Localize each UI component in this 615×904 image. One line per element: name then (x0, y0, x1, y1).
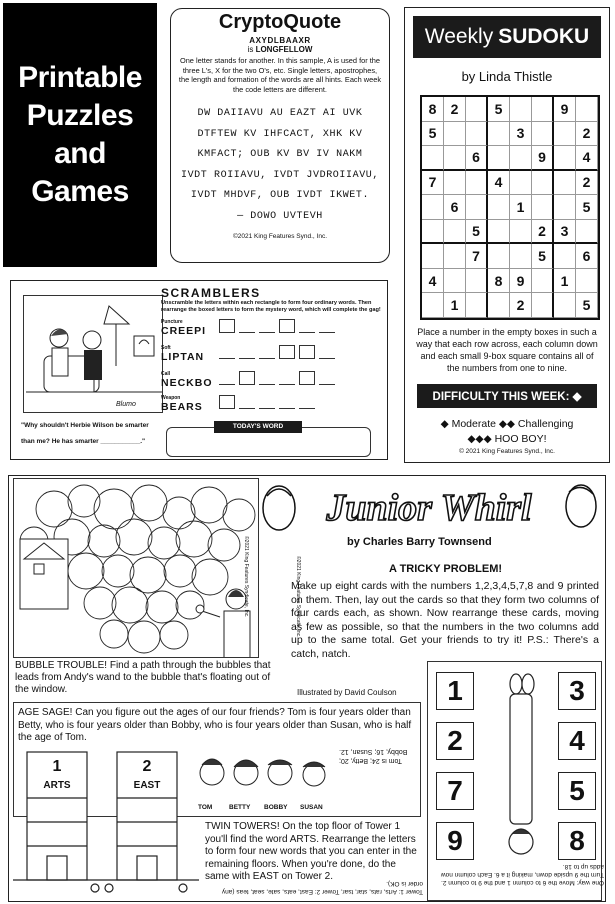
scramble-word: Weapon BEARS (161, 395, 203, 413)
side-credit: ©2021 King Features Syndicate, Inc. (243, 536, 249, 618)
scramble-word: Soft LIPTAN (161, 345, 205, 363)
sudoku-cell[interactable] (444, 269, 466, 294)
twin-towers-answer: Tower 1: Arts, rats, star, tsar, Tower 2: East, eats, sate, seat, teas (any order is OK). (221, 880, 423, 895)
cryptoquote-lines (171, 104, 389, 227)
sudoku-cell[interactable]: 8 (488, 269, 510, 294)
title-line: Puzzles (26, 99, 134, 132)
cipher-line: DTFTEW KV IHFCACT, XHK KV (197, 128, 363, 140)
sudoku-cell[interactable] (444, 220, 466, 245)
title-block (3, 3, 157, 267)
sudoku-cell[interactable]: 5 (488, 97, 510, 122)
answer-slots[interactable] (219, 319, 335, 333)
kids-illustration (194, 753, 344, 803)
twin-towers-text: TWIN TOWERS! On the top floor of Tower 1 you'll find the word ARTS. Rearrange the letters to form four new words that you can enter in the remaining floors. When you're done, do the same with EAST on Tower 2. (205, 821, 417, 882)
sudoku-cell[interactable] (422, 195, 444, 220)
cipher-author: — DOWO UVTEVH (237, 210, 323, 222)
sudoku-cell[interactable]: 8 (422, 97, 444, 122)
sudoku-header: Weekly SUDOKU (413, 16, 601, 58)
sudoku-cell[interactable] (576, 220, 598, 245)
sudoku-cell[interactable]: 9 (510, 269, 532, 294)
cryptoquote-rules: One letter stands for another. In this sample, A is used for the three L's, X for the two O's, etc. Single letters, apostrophes, the length and formation of the words are all hints. Each week the code letters are different. (178, 56, 382, 94)
tower-word: ARTS (43, 780, 71, 791)
answer-slots[interactable] (219, 371, 335, 385)
junior-whirl-author: by Charles Barry Townsend (347, 536, 492, 548)
number-card[interactable]: 9 (436, 822, 474, 860)
cryptoquote-title: CryptoQuote (218, 11, 342, 33)
sudoku-cell[interactable] (510, 220, 532, 245)
tower-word: EAST (133, 780, 161, 791)
sudoku-cell[interactable] (510, 97, 532, 122)
sudoku-cell[interactable] (532, 122, 554, 147)
sudoku-cell[interactable] (444, 171, 466, 196)
sudoku-cell[interactable]: 5 (576, 293, 598, 318)
sudoku-cell[interactable] (422, 293, 444, 318)
sudoku-cell[interactable]: 2 (510, 293, 532, 318)
sudoku-cell[interactable]: 5 (532, 244, 554, 269)
sudoku-cell[interactable]: 4 (576, 146, 598, 171)
scramble-word: Puncture CREEPI (161, 319, 207, 337)
scramblers-instructions: Unscramble the letters within each rectangle to form four ordinary words. Then rearrange the boxed letters to form the mystery word, which will complete the gag! (161, 300, 381, 313)
sudoku-grid (420, 95, 600, 320)
todays-word-label: TODAY'S WORD (214, 421, 302, 433)
sudoku-cell[interactable]: 4 (488, 171, 510, 196)
logo-text: Junior Whirl (326, 487, 532, 529)
sudoku-cell[interactable] (532, 171, 554, 196)
cartoon-signature: Blumo (116, 401, 136, 408)
tower-number: 1 (52, 758, 62, 775)
sudoku-cell[interactable]: 1 (444, 293, 466, 318)
answer-slots[interactable] (219, 395, 315, 409)
sudoku-cell[interactable] (510, 244, 532, 269)
sudoku-cell[interactable] (576, 97, 598, 122)
sudoku-cell[interactable]: 6 (466, 146, 488, 171)
sudoku-cell[interactable] (466, 269, 488, 294)
bubble-maze[interactable] (13, 478, 259, 658)
side-credit: ©2021 King Features Syndicate, Inc. (295, 556, 301, 638)
sudoku-cell[interactable] (466, 122, 488, 147)
difficulty-bar: DIFFICULTY THIS WEEK: ◆ (417, 384, 597, 408)
sudoku-cell[interactable]: 2 (444, 97, 466, 122)
kid-label: BETTY (229, 804, 251, 811)
sudoku-cell[interactable]: 9 (532, 146, 554, 171)
cipher-line: IVDT ROIIAVU, IVDT JVDROIIAVU, (180, 169, 380, 181)
sudoku-cell[interactable]: 7 (422, 171, 444, 196)
age-sage-text: AGE SAGE! Can you figure out the ages of our four friends? Tom is four years older than Betty, who is four years older than Bobby, who is four years older than Susan, who is half the age of Tom. (18, 707, 412, 743)
title-line: Games (31, 175, 129, 208)
junior-whirl-panel (8, 475, 606, 902)
bubble-trouble-text: BUBBLE TROUBLE! Find a path through the bubbles that leads from Andy's wand to the bubble that's floating out of the window. (15, 660, 271, 695)
sample-line: is LONGFELLOW (247, 45, 313, 54)
junior-whirl-logo (259, 478, 599, 533)
sudoku-cell[interactable] (488, 220, 510, 245)
sudoku-cell[interactable] (554, 244, 576, 269)
sudoku-cell[interactable] (554, 195, 576, 220)
sudoku-cell[interactable]: 6 (576, 244, 598, 269)
number-card[interactable]: 1 (436, 672, 474, 710)
sudoku-cell[interactable]: 5 (422, 122, 444, 147)
sudoku-cell[interactable]: 2 (532, 220, 554, 245)
sudoku-cell[interactable]: 4 (422, 269, 444, 294)
kid-label: SUSAN (300, 804, 323, 811)
sudoku-cell[interactable] (466, 171, 488, 196)
twin-towers-illustration (13, 738, 199, 900)
sudoku-cell[interactable]: 1 (510, 195, 532, 220)
sudoku-cell[interactable]: 5 (576, 195, 598, 220)
copyright: © 2021 King Features Synd., Inc. (459, 448, 555, 455)
sudoku-instructions: Place a number in the empty boxes in such a way that each row across, each column down and each small 9-box square contains all of the numbers from one to nine. (416, 327, 598, 373)
sudoku-cell[interactable] (488, 146, 510, 171)
sudoku-cell[interactable] (488, 122, 510, 147)
sudoku-panel (404, 7, 610, 463)
tricky-text: Make up eight cards with the numbers 1,2,3,4,5,7,8 and 9 printed on them. Then, lay out the cards so that they form two columns of four cards each, as shown. Now rearrange these cards, moving as few as possible, so that the numbers in the two columns add up to the same total. Get your friends to try it! P.S.: There's a catch, natch. (291, 580, 599, 660)
sudoku-cell[interactable]: 3 (554, 220, 576, 245)
sudoku-cell[interactable] (554, 122, 576, 147)
sudoku-cell[interactable] (422, 146, 444, 171)
title-line: and (54, 137, 106, 170)
cartoon-illustration (23, 295, 163, 413)
sudoku-cell[interactable] (510, 146, 532, 171)
sudoku-cell[interactable]: 2 (576, 122, 598, 147)
sudoku-cell[interactable] (466, 97, 488, 122)
sample-code: AXYDLBAAXR (249, 36, 311, 45)
sudoku-cell[interactable]: 1 (554, 269, 576, 294)
number-card[interactable]: 3 (558, 672, 596, 710)
copyright: ©2021 King Features Synd., Inc. (232, 233, 328, 240)
number-card[interactable]: 5 (558, 772, 596, 810)
sudoku-cell[interactable] (422, 244, 444, 269)
sudoku-cell[interactable] (422, 220, 444, 245)
number-card[interactable]: 7 (436, 772, 474, 810)
sudoku-cell[interactable]: 3 (510, 122, 532, 147)
sudoku-cell[interactable] (554, 293, 576, 318)
cipher-line: DW DAIIAVU AU EAZT AI UVK (197, 108, 363, 119)
scramblers-panel (10, 280, 388, 460)
sudoku-cell[interactable]: 2 (576, 171, 598, 196)
sudoku-cell[interactable] (466, 195, 488, 220)
sudoku-cell[interactable]: 7 (466, 244, 488, 269)
cartoon-caption: "Why shouldn't Herbie Wilson be smarter than me? He has smarter ___________." (21, 422, 149, 445)
sudoku-cell[interactable] (488, 293, 510, 318)
sudoku-cell[interactable] (532, 97, 554, 122)
sudoku-cell[interactable] (576, 269, 598, 294)
cipher-line: KMFACT; OUB KV BV IV NAKM (197, 149, 363, 160)
answer-slots[interactable] (219, 345, 335, 359)
sudoku-cell[interactable]: 9 (554, 97, 576, 122)
number-card[interactable]: 2 (436, 722, 474, 760)
sudoku-cell[interactable] (554, 146, 576, 171)
card-answer: One way: Move the 6 to column 1 and the 9 to column 2. Turn the 9 upside down, making it a 6. Each column now adds up to 18. (440, 863, 604, 886)
tower-number: 2 (142, 758, 152, 775)
sudoku-cell[interactable]: 5 (466, 220, 488, 245)
sudoku-cell[interactable] (466, 293, 488, 318)
sudoku-cell[interactable] (444, 244, 466, 269)
sudoku-cell[interactable] (444, 122, 466, 147)
cryptoquote-panel (170, 8, 390, 263)
illustrator-credit: Illustrated by David Coulson (297, 688, 397, 697)
sudoku-cell[interactable] (554, 171, 576, 196)
sudoku-byline: by Linda Thistle (461, 69, 553, 84)
kid-label: BOBBY (264, 804, 288, 811)
sudoku-cell[interactable] (532, 195, 554, 220)
tricky-title: A TRICKY PROBLEM! (389, 563, 503, 575)
scramblers-title: SCRAMBLERS (161, 286, 261, 300)
age-answer: Tom is 24; Betty, 20; Bobby, 16; Susan, 12. (339, 748, 408, 764)
sudoku-cell[interactable] (532, 269, 554, 294)
sudoku-cell[interactable] (488, 244, 510, 269)
scramble-word: Call NECKBO (161, 371, 213, 389)
title-line: Printable (18, 61, 142, 94)
kid-label: TOM (198, 804, 213, 811)
cipher-line: IVDT MHDVF, OUB IVDT IKWET. (190, 190, 370, 201)
sudoku-cell[interactable]: 6 (444, 195, 466, 220)
difficulty-legend: ◆◆◆ HOO BOY! (467, 433, 547, 445)
sudoku-cell[interactable] (444, 146, 466, 171)
number-card[interactable]: 4 (558, 722, 596, 760)
sudoku-cell[interactable] (510, 171, 532, 196)
difficulty-legend: ◆ Moderate ◆◆ Challenging (440, 418, 574, 430)
number-card[interactable]: 8 (558, 822, 596, 860)
sudoku-cell[interactable] (532, 293, 554, 318)
sudoku-cell[interactable] (488, 195, 510, 220)
